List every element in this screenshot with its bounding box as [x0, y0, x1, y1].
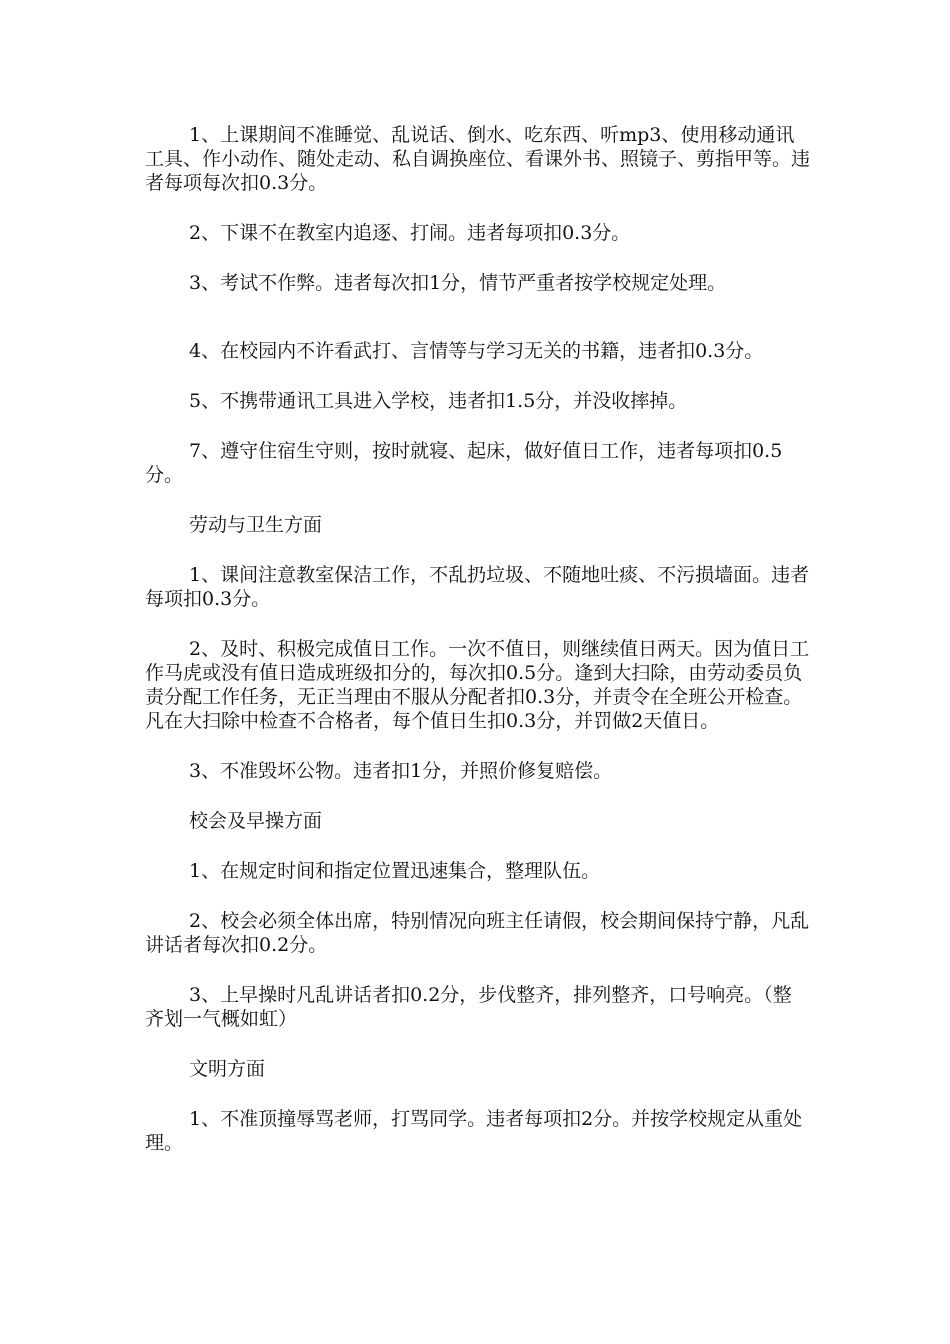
rule-paragraph: 2、下课不在教室内追逐、打闹。违者每项扣0.3分。: [189, 222, 631, 244]
section-heading: 文明方面: [189, 1058, 266, 1080]
rule-paragraph: 5、不携带通讯工具进入学校，违者扣1.5分，并没收摔掉。: [189, 390, 688, 412]
rule-paragraph: 1、在规定时间和指定位置迅速集合，整理队伍。: [189, 860, 601, 882]
document-body: [145, 123, 810, 1181]
section-heading: 劳动与卫生方面: [189, 514, 323, 536]
rule-paragraph: 1、上课期间不准睡觉、乱说话、倒水、吃东西、听mp3、使用移动通讯工具、作小动作、随处走动、私自调换座位、看课外书、照镜子、剪指甲等。违者每项每次扣0.3分。: [145, 124, 811, 194]
rule-paragraph: 2、校会必须全体出席，特别情况向班主任请假，校会期间保持宁静，凡乱讲话者每次扣0.2分。: [145, 910, 810, 956]
rule-paragraph: 4、在校园内不许看武打、言情等与学习无关的书籍，违者扣0.3分。: [189, 340, 764, 362]
rule-paragraph: 1、不准顶撞辱骂老师，打骂同学。违者每项扣2分。并按学校规定从重处理。: [145, 1108, 803, 1154]
section-heading: 校会及早操方面: [189, 810, 323, 832]
rule-paragraph: 3、考试不作弊。违者每次扣1分，情节严重者按学校规定处理。: [189, 272, 727, 294]
rule-paragraph: 3、不准毁坏公物。违者扣1分，并照价修复赔偿。: [189, 760, 613, 782]
rule-paragraph: 1、课间注意教室保洁工作，不乱扔垃圾、不随地吐痰、不污损墙面。违者每项扣0.3分。: [145, 564, 810, 610]
rule-paragraph: 2、及时、积极完成值日工作。一次不值日，则继续值日两天。因为值日工作马虎或没有值日造成班级扣分的，每次扣0.5分。逢到大扫除，由劳动委员负责分配工作任务，无正当理由不服从分配者扣0.3分，并责令在全班公开检查。凡在大扫除中检查不合格者，每个值日生扣0.3分，并罚做2天值日。: [145, 638, 810, 732]
rule-paragraph: 3、上早操时凡乱讲话者扣0.2分，步伐整齐，排列整齐，口号响亮。（整齐划一气概如虹）: [145, 984, 792, 1030]
rule-paragraph: 7、遵守住宿生守则，按时就寝、起床，做好值日工作，违者每项扣0.5分。: [145, 440, 783, 486]
